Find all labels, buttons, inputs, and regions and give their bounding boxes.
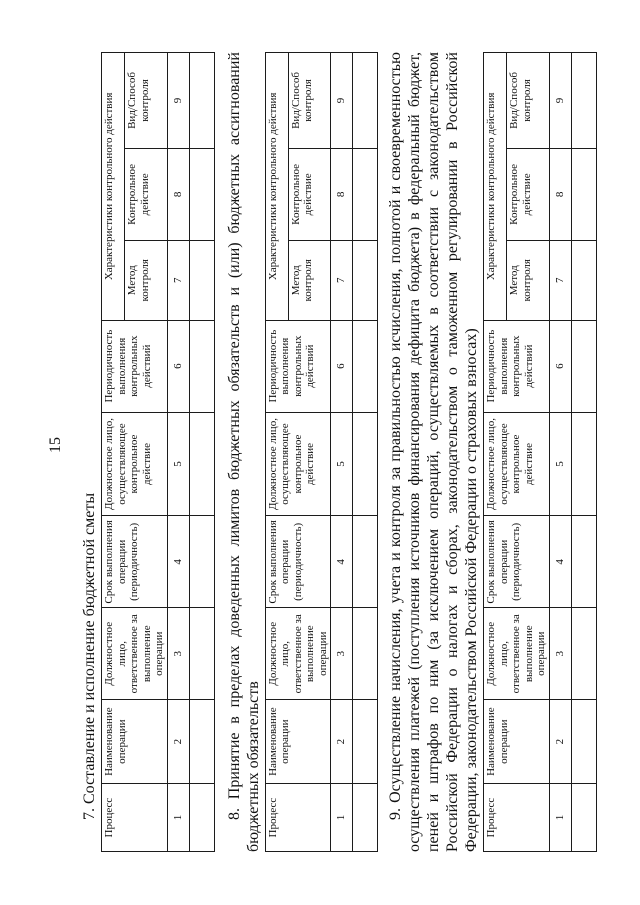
header-operation-name: Наименование операции xyxy=(102,700,168,784)
header-controller: Должностное лицо, осуществляющее контрольное действие xyxy=(265,412,331,516)
page-content xyxy=(80,52,566,852)
column-number: 9 xyxy=(331,53,353,149)
table-cell xyxy=(189,412,214,516)
header-process: Процесс xyxy=(484,784,550,852)
section-8-table xyxy=(265,52,379,852)
header-operation-name: Наименование операции xyxy=(484,700,550,784)
table-cell xyxy=(353,53,378,149)
table-row-empty xyxy=(571,53,596,852)
header-method: Метод контроля xyxy=(125,240,167,320)
header-characteristics: Характеристики контрольного действия xyxy=(484,53,507,321)
header-periodicity: Периодичность выполнения контрольных действий xyxy=(102,320,168,412)
header-control-type: Вид/Способ контроля xyxy=(288,53,330,149)
column-number: 7 xyxy=(549,240,571,320)
table-cell xyxy=(353,320,378,412)
table-cell xyxy=(189,516,214,608)
table-cell xyxy=(571,784,596,852)
table-cell xyxy=(353,412,378,516)
column-number: 4 xyxy=(331,516,353,608)
table-cell xyxy=(353,148,378,240)
table-row-empty xyxy=(353,53,378,852)
header-control-type: Вид/Способ контроля xyxy=(507,53,549,149)
header-controller: Должностное лицо, осуществляющее контрольное действие xyxy=(102,412,168,516)
header-control-type: Вид/Способ контроля xyxy=(125,53,167,149)
table-cell xyxy=(571,53,596,149)
column-number: 2 xyxy=(167,700,189,784)
table-cell xyxy=(571,608,596,700)
header-method: Метод контроля xyxy=(507,240,549,320)
header-control-action: Контрольное действие xyxy=(507,148,549,240)
column-number: 8 xyxy=(331,148,353,240)
column-number: 1 xyxy=(167,784,189,852)
table-cell xyxy=(189,320,214,412)
table-cell xyxy=(571,700,596,784)
column-number: 8 xyxy=(167,148,189,240)
header-row xyxy=(484,53,507,852)
column-number: 5 xyxy=(331,412,353,516)
table-cell xyxy=(353,516,378,608)
section-7-table xyxy=(101,52,215,852)
section-8-heading: 8. Принятие в пределах доведенных лимитов бюджетных обязательств и (или) бюджетных ассигнований бюджетных обязательств xyxy=(225,52,262,852)
page-number: 15 xyxy=(47,437,64,453)
table-cell xyxy=(353,700,378,784)
header-control-action: Контрольное действие xyxy=(288,148,330,240)
header-controller: Должностное лицо, осуществляющее контрольное действие xyxy=(484,412,550,516)
column-number: 9 xyxy=(549,53,571,149)
table-cell xyxy=(189,53,214,149)
table-cell xyxy=(353,240,378,320)
column-number-row xyxy=(167,53,189,852)
header-characteristics: Характеристики контрольного действия xyxy=(102,53,125,321)
header-responsible: Должностное лицо, ответственное за выполнение операции xyxy=(265,608,331,700)
column-number-row xyxy=(549,53,571,852)
header-characteristics: Характеристики контрольного действия xyxy=(265,53,288,321)
header-method: Метод контроля xyxy=(288,240,330,320)
section-7-heading: 7. Составление и исполнение бюджетной сметы xyxy=(81,492,98,820)
column-number: 1 xyxy=(331,784,353,852)
table-cell xyxy=(571,148,596,240)
table-cell xyxy=(189,784,214,852)
header-responsible: Должностное лицо, ответственное за выполнение операции xyxy=(484,608,550,700)
column-number: 4 xyxy=(549,516,571,608)
header-process: Процесс xyxy=(102,784,168,852)
table-cell xyxy=(189,700,214,784)
column-number: 4 xyxy=(167,516,189,608)
table-cell xyxy=(189,608,214,700)
header-control-action: Контрольное действие xyxy=(125,148,167,240)
header-responsible: Должностное лицо, ответственное за выполнение операции xyxy=(102,608,168,700)
column-number: 5 xyxy=(167,412,189,516)
header-deadline: Срок выполнения операции (периодичность) xyxy=(102,516,168,608)
table-cell xyxy=(571,412,596,516)
column-number: 1 xyxy=(549,784,571,852)
table-cell xyxy=(571,240,596,320)
column-number: 2 xyxy=(549,700,571,784)
header-operation-name: Наименование операции xyxy=(265,700,331,784)
table-cell xyxy=(571,516,596,608)
table-cell xyxy=(571,320,596,412)
column-number: 7 xyxy=(167,240,189,320)
section-9-heading: 9. Осуществление начисления, учета и контроля за правильностью исчисления, полнотой и своевременностью осуществления платежей (поступления источников финансирования дефицита бюджета) в федеральный бюджет, пеней и штрафов по ним (за исключением операций, осуществляемых в соответствии с законодательством Российской Федерации о налогах и сборах, законодательством о таможенном регулировании в Российской Федерации, законодательством Российской Федерации о страховых взносах) xyxy=(387,52,480,852)
header-process: Процесс xyxy=(265,784,331,852)
table-cell xyxy=(189,240,214,320)
column-number: 2 xyxy=(331,700,353,784)
header-periodicity: Периодичность выполнения контрольных действий xyxy=(484,320,550,412)
column-number: 6 xyxy=(331,320,353,412)
header-row xyxy=(265,53,288,852)
column-number: 3 xyxy=(331,608,353,700)
table-cell xyxy=(353,608,378,700)
table-cell xyxy=(353,784,378,852)
table-row-empty xyxy=(189,53,214,852)
header-row xyxy=(102,53,125,852)
column-number: 6 xyxy=(167,320,189,412)
table-cell xyxy=(189,148,214,240)
column-number: 6 xyxy=(549,320,571,412)
column-number: 5 xyxy=(549,412,571,516)
column-number: 3 xyxy=(167,608,189,700)
header-periodicity: Периодичность выполнения контрольных действий xyxy=(265,320,331,412)
column-number: 7 xyxy=(331,240,353,320)
column-number-row xyxy=(331,53,353,852)
header-deadline: Срок выполнения операции (периодичность) xyxy=(265,516,331,608)
column-number: 3 xyxy=(549,608,571,700)
column-number: 9 xyxy=(167,53,189,149)
header-deadline: Срок выполнения операции (периодичность) xyxy=(484,516,550,608)
column-number: 8 xyxy=(549,148,571,240)
section-9-table xyxy=(483,52,597,852)
